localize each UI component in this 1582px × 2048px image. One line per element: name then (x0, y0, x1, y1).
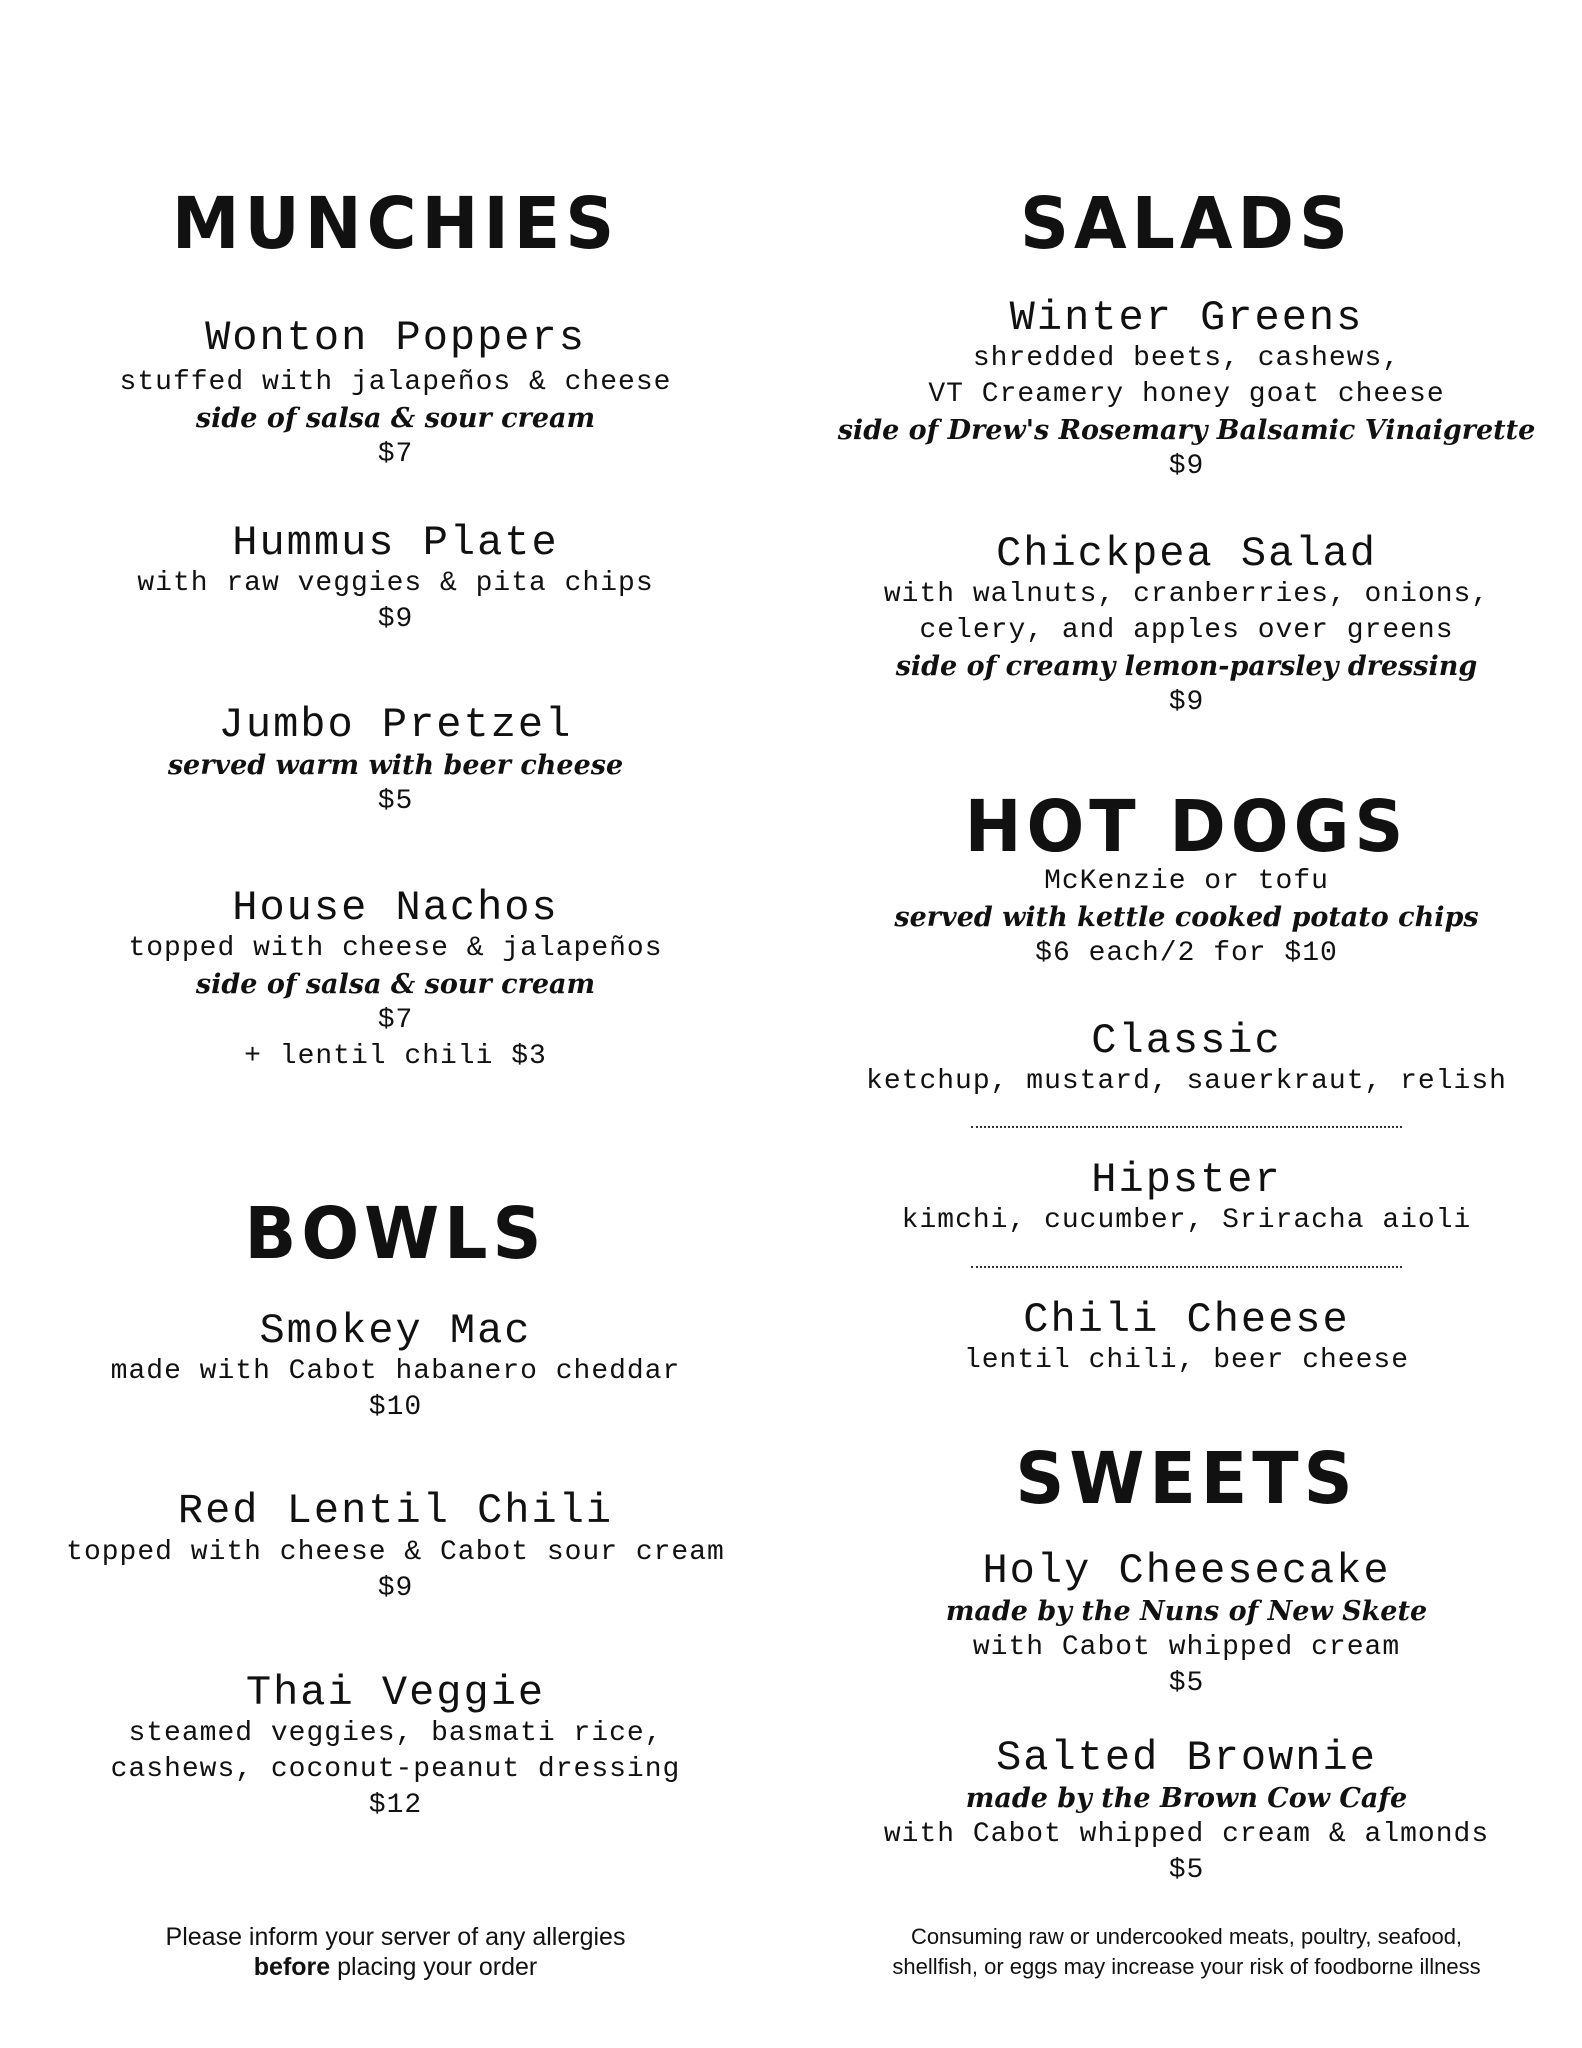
wonton-poppers-name: Wonton Poppers (205, 314, 586, 362)
chili-cheese-name: Chili Cheese (1023, 1296, 1350, 1344)
thai-veggie-name: Thai Veggie (245, 1669, 546, 1717)
hummus-plate-desc: with raw veggies & pita chips (137, 568, 654, 599)
wonton-poppers-side: side of salsa & sour cream (195, 403, 596, 434)
holy-cheesecake-name: Holy Cheesecake (982, 1547, 1391, 1595)
hotdogs-intro: McKenzie or tofu (1044, 866, 1329, 897)
chickpea-salad-desc-1: with walnuts, cranberries, onions, (883, 579, 1490, 610)
thai-veggie-desc-1: steamed veggies, basmati rice, (128, 1718, 663, 1749)
holy-cheesecake-price: $5 (1168, 1668, 1205, 1699)
thai-veggie-price: $12 (368, 1790, 423, 1821)
chickpea-salad-side: side of creamy lemon-parsley dressing (895, 651, 1478, 682)
house-nachos-side: side of salsa & sour cream (195, 969, 596, 1000)
foodborne-warning-line-2: shellfish, or eggs may increase your risk of foodborne illness (892, 1954, 1481, 1979)
chickpea-salad-name: Chickpea Salad (996, 530, 1377, 578)
red-lentil-chili-desc: topped with cheese & Cabot sour cream (66, 1537, 725, 1568)
red-lentil-chili-price: $9 (377, 1573, 414, 1604)
house-nachos-price: $7 (377, 1005, 414, 1036)
allergy-note-line-1: Please inform your server of any allergies (165, 1923, 626, 1951)
chickpea-salad-desc-2: celery, and apples over greens (919, 615, 1454, 646)
chickpea-salad-price: $9 (1168, 687, 1205, 718)
allergy-note-bold: before (253, 1953, 331, 1981)
thai-veggie-desc-2: cashews, coconut-peanut dressing (110, 1754, 681, 1785)
hummus-plate-name: Hummus Plate (232, 519, 559, 567)
sweets-title: SWEETS (1015, 1438, 1358, 1521)
hummus-plate-price: $9 (377, 604, 414, 635)
winter-greens-desc-1: shredded beets, cashews, (972, 343, 1401, 374)
house-nachos-desc: topped with cheese & jalapeños (128, 933, 663, 964)
salted-brownie-price: $5 (1168, 1855, 1205, 1886)
smokey-mac-desc: made with Cabot habanero cheddar (110, 1356, 681, 1387)
chili-cheese-desc: lentil chili, beer cheese (963, 1345, 1410, 1376)
hotdog-divider-1 (971, 1126, 1402, 1128)
hotdogs-price: $6 each/2 for $10 (1035, 938, 1338, 969)
house-nachos-addon: + lentil chili $3 (244, 1041, 547, 1072)
classic-desc: ketchup, mustard, sauerkraut, relish (866, 1066, 1507, 1097)
classic-name: Classic (1091, 1017, 1282, 1065)
smokey-mac-name: Smokey Mac (259, 1307, 532, 1355)
munchies-title: MUNCHIES (171, 183, 620, 266)
hotdogs-side: served with kettle cooked potato chips (894, 902, 1479, 933)
winter-greens-desc-2: VT Creamery honey goat cheese (928, 379, 1445, 410)
allergy-note-rest: placing your order (330, 1953, 538, 1981)
winter-greens-side: side of Drew's Rosemary Balsamic Vinaigrette (837, 415, 1536, 446)
house-nachos-name: House Nachos (232, 884, 559, 932)
red-lentil-chili-name: Red Lentil Chili (177, 1487, 614, 1535)
winter-greens-name: Winter Greens (1009, 294, 1364, 342)
bowls-title: BOWLS (244, 1193, 547, 1276)
jumbo-pretzel-price: $5 (377, 786, 414, 817)
wonton-poppers-price: $7 (377, 439, 414, 470)
hipster-desc: kimchi, cucumber, Sriracha aioli (901, 1205, 1472, 1236)
hotdogs-title: HOT DOGS (964, 786, 1409, 869)
right-column (791, 0, 1582, 2048)
holy-cheesecake-side: made by the Nuns of New Skete (945, 1596, 1428, 1627)
wonton-poppers-desc: stuffed with jalapeños & cheese (119, 367, 672, 398)
holy-cheesecake-desc: with Cabot whipped cream (972, 1632, 1401, 1663)
foodborne-warning-line-1: Consuming raw or undercooked meats, poultry, seafood, (910, 1924, 1463, 1949)
salted-brownie-side: made by the Brown Cow Cafe (965, 1783, 1408, 1814)
allergy-note-line-2 (0, 1952, 791, 1982)
salted-brownie-name: Salted Brownie (996, 1734, 1377, 1782)
jumbo-pretzel-name: Jumbo Pretzel (218, 701, 573, 749)
smokey-mac-price: $10 (368, 1392, 423, 1423)
hotdog-divider-2 (971, 1266, 1402, 1268)
jumbo-pretzel-side: served warm with beer cheese (167, 750, 624, 781)
salted-brownie-desc: with Cabot whipped cream & almonds (883, 1819, 1490, 1850)
salads-title: SALADS (1020, 183, 1353, 266)
winter-greens-price: $9 (1168, 451, 1205, 482)
hipster-name: Hipster (1091, 1156, 1282, 1204)
